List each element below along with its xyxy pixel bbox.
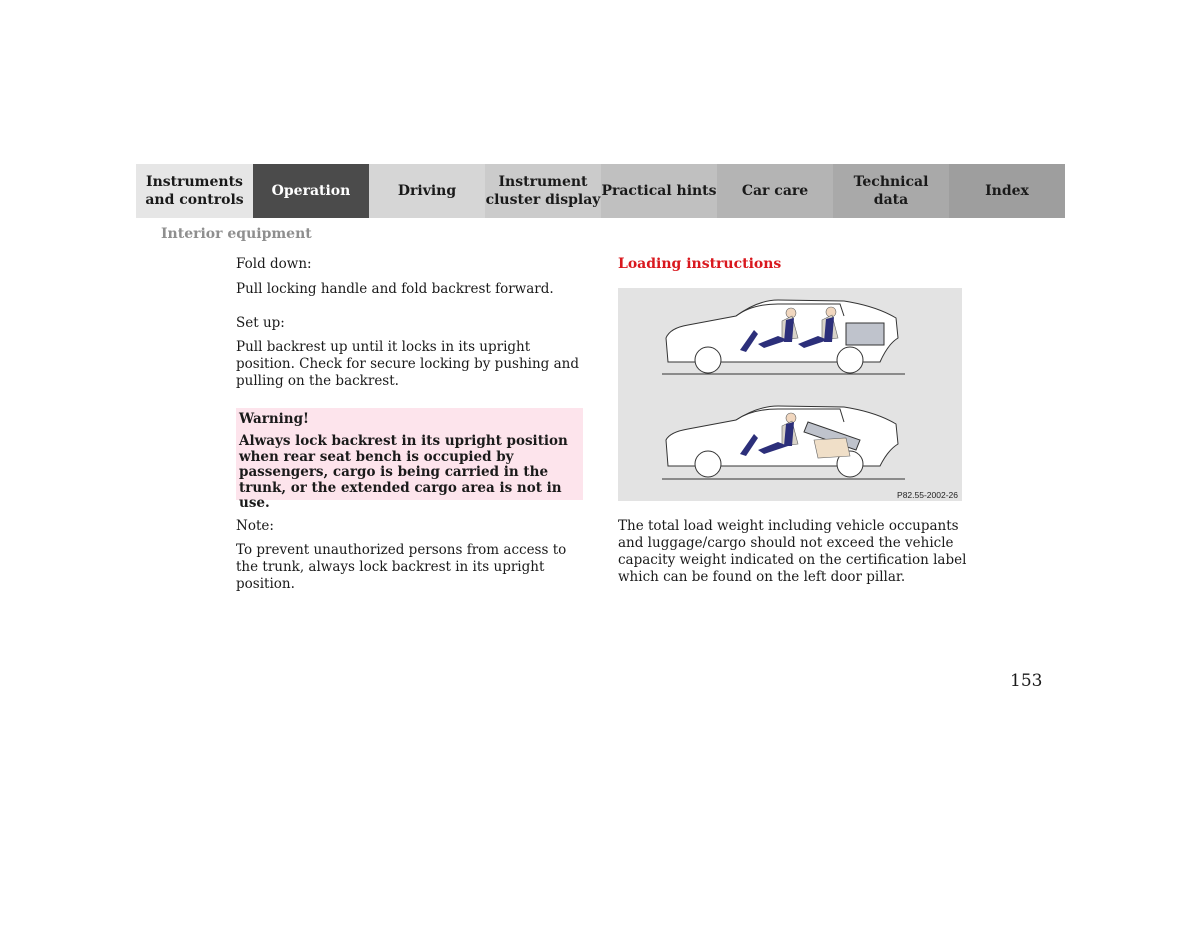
section-title: Interior equipment <box>161 226 312 242</box>
figure-code: P82.55-2002-26 <box>897 490 958 500</box>
load-weight-text: The total load weight including vehicle occupants and luggage/cargo should not exceed the vehicle capacity weight indicated on the certification label which can be found on the left door pillar. <box>618 518 967 585</box>
tab-label: Instruments and controls <box>145 174 244 208</box>
tab-label: Technical data <box>853 174 929 208</box>
tab-label: Practical hints <box>601 183 717 199</box>
tab-label: Car care <box>741 183 809 199</box>
warning-box <box>236 408 583 511</box>
fold-down-text: Pull locking handle and fold backrest forward. <box>236 281 554 297</box>
car-loading-diagram <box>618 288 962 501</box>
warning-text: Always lock backrest in its upright position when rear seat bench is occupied by passengers, cargo is being carried in the trunk, or the extended cargo area is not in use. <box>239 433 568 511</box>
tab-label: Instrument cluster display <box>485 174 601 208</box>
tab-label: Operation <box>271 183 351 199</box>
section-tab-bar <box>136 164 1065 218</box>
tab-label: Driving <box>397 183 457 199</box>
tab-instruments-and-controls[interactable] <box>136 164 253 218</box>
tab-operation[interactable] <box>253 164 369 218</box>
tab-index[interactable] <box>949 164 1065 218</box>
car-upright-seats-illustration <box>662 300 905 374</box>
loading-illustration <box>618 288 962 501</box>
tab-label: Index <box>985 183 1029 199</box>
page-number: 153 <box>1010 671 1043 691</box>
note-label: Note: <box>236 518 274 534</box>
fold-down-label: Fold down: <box>236 256 312 272</box>
warning-title: Warning! <box>239 411 309 427</box>
tab-instrument-cluster-display[interactable] <box>485 164 601 218</box>
tab-car-care[interactable] <box>717 164 833 218</box>
tab-practical-hints[interactable] <box>601 164 717 218</box>
loading-instructions-heading: Loading instructions <box>618 256 782 272</box>
car-folded-seat-illustration <box>662 406 905 479</box>
tab-technical-data[interactable] <box>833 164 949 218</box>
set-up-text: Pull backrest up until it locks in its upright position. Check for secure locking by pushing and pulling on the backrest. <box>236 339 579 389</box>
set-up-label: Set up: <box>236 315 285 331</box>
note-text: To prevent unauthorized persons from access to the trunk, always lock backrest in its upright position. <box>236 542 567 592</box>
tab-driving[interactable] <box>369 164 485 218</box>
